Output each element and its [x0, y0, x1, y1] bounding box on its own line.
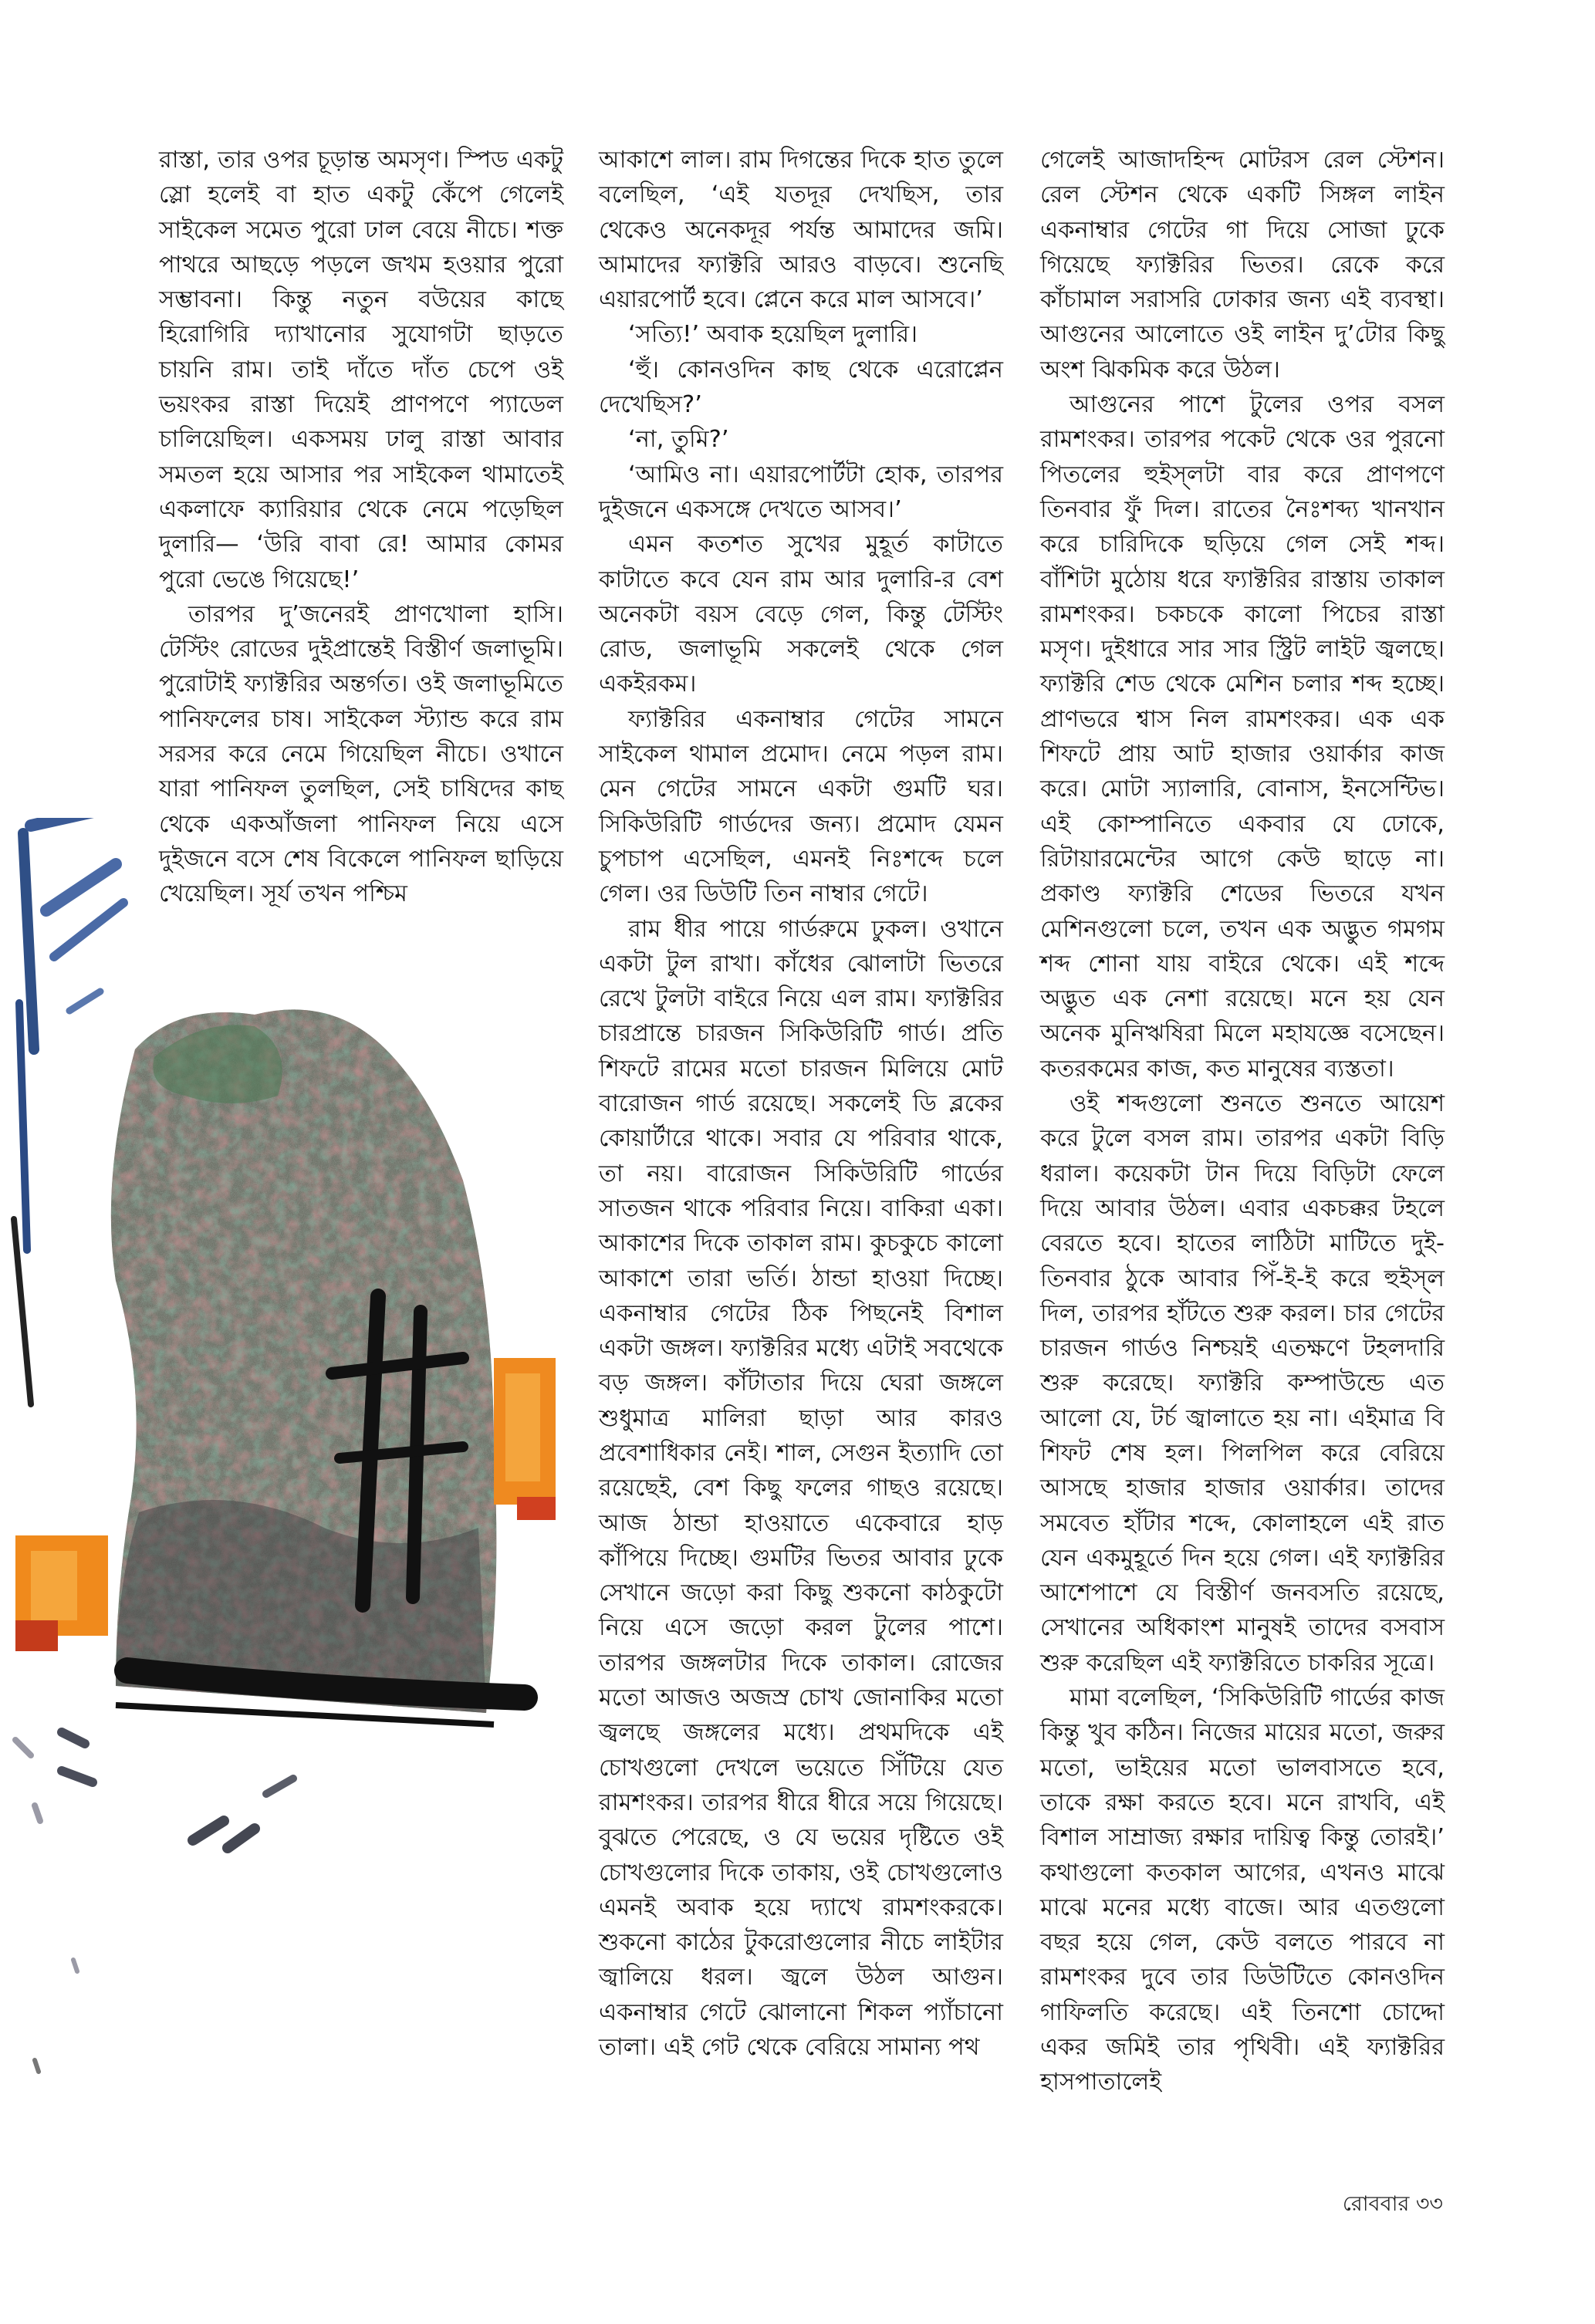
dialogue-paragraph: ‘আমিও না। এয়ারপোর্টটা হোক, তারপর দুইজনে একসঙ্গে দেখতে আসব।’	[599, 461, 1003, 523]
paragraph: মামা বলেছিল, ‘সিকিউরিটি গার্ডের কাজ কিন্তু খুব কঠিন। নিজের মায়ের মতো, জরুর মতো, ভাইয়ের মতো ভালবাসতে হবে, তাকে রক্ষা করতে হবে। মনে রাখবি, এই বিশাল সাম্রাজ্য রক্ষার দায়িত্ব কিন্তু তোরই।’ কথাগুলো কতকাল আগের, এখনও মাঝে মাঝে মনের মধ্যে বাজে। আর এতগুলো বছর হয়ে গেল, কেউ বলতে পারবে না রামশংকর দুবে তার ডিউটিতে কোনওদিন গাফিলতি করেছে। এই তিনশো চোদ্দো একর জমিই তার পৃথিবী। এই ফ্যাক্টরির হাসপাতালেই	[1040, 1684, 1445, 2096]
dialogue-paragraph: ‘সত্যি!’ অবাক হয়েছিল দুলারি।	[628, 321, 918, 349]
abstract-painting-illustration	[0, 818, 556, 2191]
text-column-3	[1040, 143, 1445, 2100]
paragraph: তারপর দু’জনেরই প্রাণখোলা হাসি। টেস্টিং রোডের দুইপ্রান্তেই বিস্তীর্ণ জলাভূমি। পুরোটাই ফ্যাক্টরির অন্তর্গত। ওই জলাভূমিতে পানিফলের চাষ। সাইকেল স্ট্যান্ড করে রাম সরসর করে নেমে গিয়েছিল নীচে। ওখানে যারা পানিফল তুলছিল, সেই চাষিদের কাছ থেকে একআঁজলা পানিফল নিয়ে এসে দুইজনে বসে শেষ বিকেলে পানিফল ছাড়িয়ে খেয়েছিল। সূর্য তখন পশ্চিম	[159, 600, 563, 908]
dialogue-paragraph: ‘হুঁ। কোনওদিন কাছ থেকে এরোপ্লেন দেখেছিস?’	[599, 356, 1003, 419]
blue-scribble-marks	[14, 818, 123, 1404]
dialogue-paragraph: ‘না, তুমি?’	[628, 426, 729, 454]
paragraph: এমন কতশত সুখের মুহূর্ত কাটাতে কাটাতে কবে যেন রাম আর দুলারি-র বেশ অনেকটা বয়স বেড়ে গেল, কিন্তু টেস্টিং রোড, জলাভূমি সকলেই থেকে গেল একইরকম।	[599, 531, 1003, 698]
paragraph: ফ্যাক্টরির একনাম্বার গেটের সামনে সাইকেল থামাল প্রমোদ। নেমে পড়ল রাম। মেন গেটের সামনে একটা গুমটি ঘর। সিকিউরিটি গার্ডদের জন্য। প্রমোদ যেমন চুপচাপ এসেছিল, এমনই নিঃশব্দে চলে গেল। ওর ডিউটি তিন নাম্বার গেটে।	[599, 705, 1003, 908]
paragraph: রাম ধীর পায়ে গার্ডরুমে ঢুকল। ওখানে একটা টুল রাখা। কাঁধের ঝোলাটা ভিতরে রেখে টুলটা বাইরে নিয়ে এল রাম। ফ্যাক্টরির চারপ্রান্তে চারজন সিকিউরিটি গার্ড। প্রতি শিফটে রামের মতো চারজন মিলিয়ে মোট বারোজন গার্ড রয়েছে। সকলেই ডি ব্লকের কোয়ার্টারে থাকে। সবার যে পরিবার থাকে, তা নয়। বারোজন সিকিউরিটি গার্ডের সাতজন থাকে পরিবার নিয়ে। বাকিরা একা। আকাশের দিকে তাকাল রাম। কুচকুচে কালো আকাশে তারা ভর্তি। ঠান্ডা হাওয়া দিচ্ছে। একনাম্বার গেটের ঠিক পিছনেই বিশাল একটা জঙ্গল। ফ্যাক্টরির মধ্যে এটাই সবথেকে বড় জঙ্গল। কাঁটাতার দিয়ে ঘেরা জঙ্গলে শুধুমাত্র মালিরা ছাড়া আর কারও প্রবেশাধিকার নেই। শাল, সেগুন ইত্যাদি তো রয়েছেই, বেশ কিছু ফলের গাছও রয়েছে। আজ ঠান্ডা হাওয়াতে একেবারে হাড় কাঁপিয়ে দিচ্ছে। গুমটির ভিতর আবার ঢুকে সেখানে জড়ো করা কিছু শুকনো কাঠকুটো নিয়ে এসে জড়ো করল টুলের পাশে। তারপর জঙ্গলটার দিকে তাকাল। রোজের মতো আজও অজস্র চোখ জোনাকির মতো জ্বলছে জঙ্গলের মধ্যে। প্রথমদিকে এই চোখগুলো দেখলে ভয়েতে সিঁটিয়ে যেত রামশংকর। তারপর ধীরে ধীরে সয়ে গিয়েছে। বুঝতে পেরেছে, ও যে ভয়ের দৃষ্টিতে ওই চোখগুলোর দিকে তাকায়, ওই চোখগুলোও এমনই অবাক হয়ে দ্যাখে রামশংকরকে। শুকনো কাঠের টুকরোগুলোর নীচে লাইটার জ্বালিয়ে ধরল। জ্বলে উঠল আগুন। একনাম্বার গেটে ঝোলানো শিকল প্যাঁচানো তালা। এই গেট থেকে বেরিয়ে সামান্য পথ	[599, 915, 1003, 2062]
scattered-dash-marks	[15, 1732, 293, 2072]
paragraph: আগুনের পাশে টুলের ওপর বসল রামশংকর। তারপর পকেট থেকে ওর পুরনো পিতলের হুইস্‌লটা বার করে প্রাণপণে তিনবার ফুঁ দিল। রাতের নৈঃশব্দ্য খানখান করে চারিদিকে ছড়িয়ে গেল সেই শব্দ। বাঁশিটা মুঠোয় ধরে ফ্যাক্টরির রাস্তায় তাকাল রামশংকর। চকচকে কালো পিচের রাস্তা মসৃণ। দুইধারে সার সার স্ট্রিট লাইট জ্বলছে। ফ্যাক্টরি শেড থেকে মেশিন চলার শব্দ হচ্ছে। প্রাণভরে শ্বাস নিল রামশংকর। এক এক শিফটে প্রায় আট হাজার ওয়ার্কার কাজ করে। মোটা স্যালারি, বোনাস, ইনসেন্টিভ। এই কোম্পানিতে একবার যে ঢোকে, রিটায়ারমেন্টের আগে কেউ ছাড়ে না। প্রকাণ্ড ফ্যাক্টরি শেডের ভিতরে যখন মেশিনগুলো চলে, তখন এক অদ্ভুত গমগম শব্দ শোনা যায় বাইরে থেকে। এই শব্দে অদ্ভুত এক নেশা রয়েছে। মনে হয় যেন অনেক মুনিঋষিরা মিলে মহাযজ্ঞে বসেছেন। কতরকমের কাজ, কত মানুষের ব্যস্ততা।	[1040, 391, 1445, 1083]
text-column-2	[599, 143, 1003, 2065]
page-folio: রোববার ৩৩	[1342, 2192, 1443, 2216]
paragraph: গেলেই আজাদহিন্দ মোটরস রেল স্টেশন। রেল স্টেশন থেকে একটি সিঙ্গল লাইন একনাম্বার গেটের গা দিয়ে সোজা ঢুকে গিয়েছে ফ্যাক্টরির ভিতর। রেকে করে কাঁচামাল সরাসরি ঢোকার জন্য এই ব্যবস্থা। আগুনের আলোতে ওই লাইন দু’টোর কিছু অংশ ঝিকমিক করে উঠল।	[1040, 147, 1445, 383]
text-column-1	[159, 143, 563, 912]
paragraph: আকাশে লাল। রাম দিগন্তের দিকে হাত তুলে বলেছিল, ‘এই যতদূর দেখছিস, তার থেকেও অনেকদূর পর্যন্ত আমাদের জমি। আমাদের ফ্যাক্টরি আরও বাড়বে। শুনেছি এয়ারপোর্ট হবে। প্লেনে করে মাল আসবে।’	[599, 147, 1003, 314]
paragraph: ওই শব্দগুলো শুনতে শুনতে আয়েশ করে টুলে বসল রাম। তারপর একটা বিড়ি ধরাল। কয়েকটা টান দিয়ে বিড়িটা ফেলে দিয়ে আবার উঠল। এবার একচক্কর টহলে বেরতে হবে। হাতের লাঠিটা মাটিতে দুই-তিনবার ঠুকে আবার পিঁ-ই-ই করে হুইস্‌ল দিল, তারপর হাঁটতে শুরু করল। চার গেটের চারজন গার্ডও নিশ্চয়ই এতক্ষণে টহলদারি শুরু করেছে। ফ্যাক্টরি কম্পাউন্ডে এত আলো যে, টর্চ জ্বালাতে হয় না। এইমাত্র বি শিফট শেষ হল। পিলপিল করে বেরিয়ে আসছে হাজার হাজার ওয়ার্কার। তাদের সমবেত হাঁটার শব্দে, কোলাহলে এই রাত যেন একমুহূর্তে দিন হয়ে গেল। এই ফ্যাক্টরির আশেপাশে যে বিস্তীর্ণ জনবসতি রয়েছে, সেখানের অধিকাংশ মানুষই তাদের বসবাস শুরু করেছিল এই ফ্যাক্টরিতে চাকরির সূত্রে।	[1040, 1090, 1445, 1677]
paragraph: রাস্তা, তার ওপর চূড়ান্ত অমসৃণ। স্পিড একটু স্লো হলেই বা হাত একটু কেঁপে গেলেই সাইকেল সমেত পুরো ঢাল বেয়ে নীচে। শক্ত পাথরে আছড়ে পড়লে জখম হওয়ার পুরো সম্ভাবনা। কিন্তু নতুন বউয়ের কাছে হিরোগিরি দ্যাখানোর সুযোগটা ছাড়তে চায়নি রাম। তাই দাঁতে দাঁত চেপে ওই ভয়ংকর রাস্তা দিয়েই প্রাণপণে প্যাডেল চালিয়েছিল। একসময় ঢালু রাস্তা আবার সমতল হয়ে আসার পর সাইকেল থামাতেই একলাফে ক্যারিয়ার থেকে নেমে পড়েছিল দুলারি— ‘উরি বাবা রে! আমার কোমর পুরো ভেঙে গিয়েছে!’	[159, 147, 563, 593]
